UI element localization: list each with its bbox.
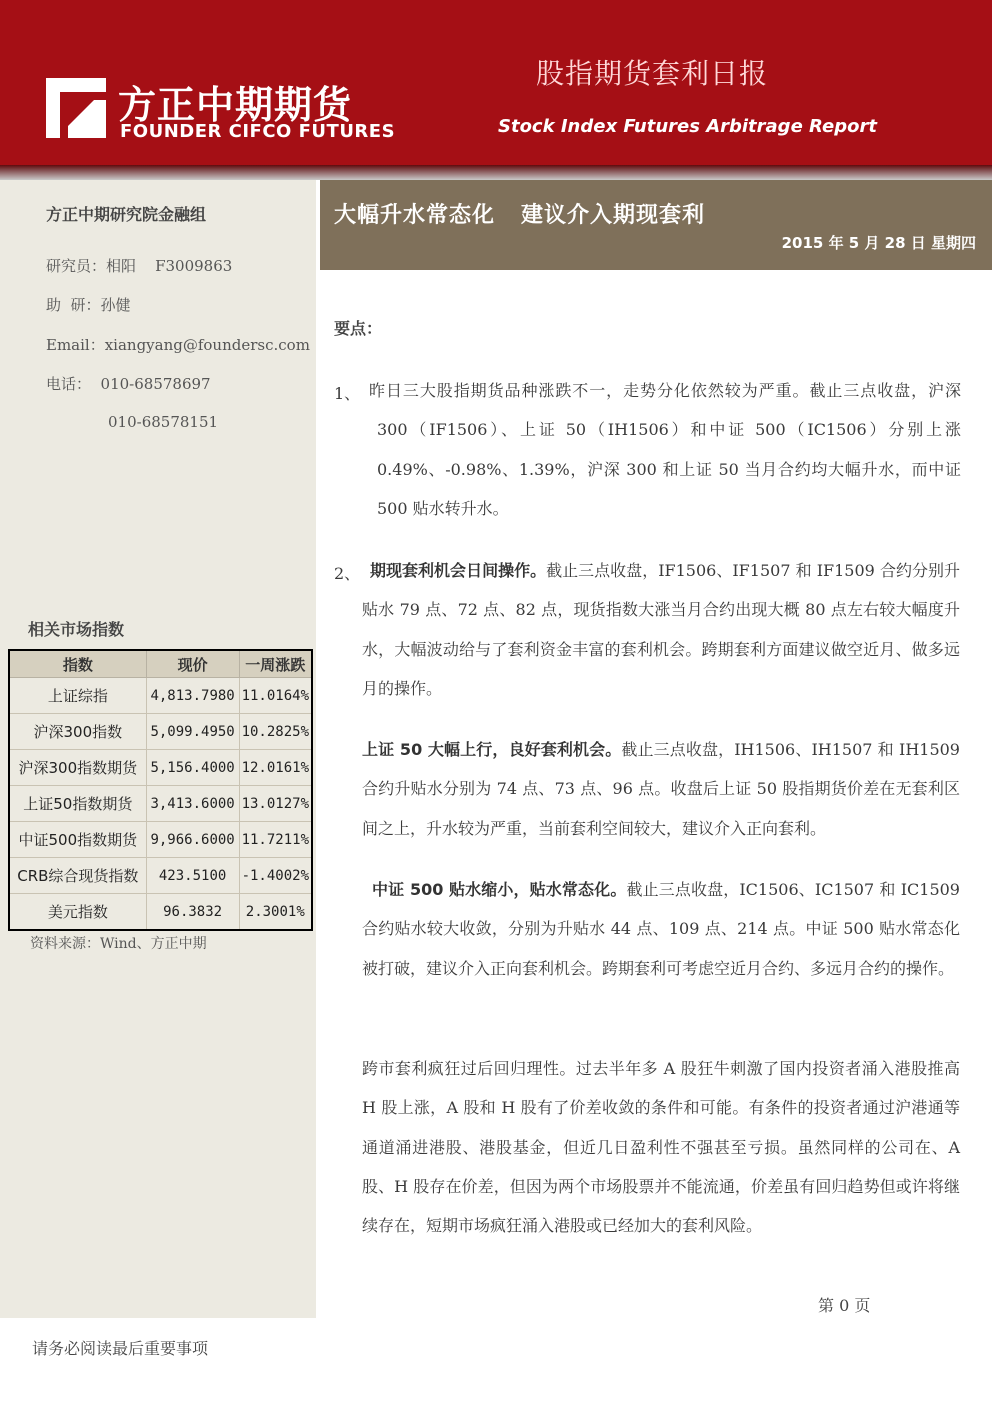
- index-change: 12.0161%: [239, 750, 312, 786]
- index-price: 4,813.7980: [146, 678, 239, 714]
- point-text-1: 昨日三大股指期货品种涨跌不一，走势分化依然较为严重。截止三点收盘，沪深 300（IF1506）、上证 50（IH1506）和中证 500（IC1506）分别上涨 0.49%、-0.98%、1.39%，沪深 300 和上证 50 当月合约均大幅升水，而中证 500 贴水转升水。: [369, 381, 961, 518]
- point-text-4: 截止三点收盘，IC1506、IC1507 和 IC1509 合约贴水较大收敛，分别为升贴水 44 点、109 点、214 点。中证 500 贴水常态化被打破，建议介入正向套利机会。跨期套利可考虑空近月合约、多远月合约的操作。: [362, 880, 960, 978]
- point-number-2: 2、: [334, 564, 361, 583]
- table-row: [9, 714, 312, 750]
- index-change: 13.0127%: [239, 786, 312, 822]
- phone-info-2: 010-68578151: [108, 413, 219, 431]
- phone-info: 电话： 010-68578697: [46, 375, 211, 393]
- table-row: [9, 822, 312, 858]
- index-change: 2.3001%: [239, 894, 312, 931]
- index-price: 3,413.6000: [146, 786, 239, 822]
- article-title: 大幅升水常态化 建议介入期现套利: [334, 203, 705, 228]
- table-row: [9, 858, 312, 894]
- assistant-info: 助 研：孙健: [46, 296, 131, 314]
- key-points-label: 要点：: [334, 319, 383, 338]
- index-name: 中证500指数期货: [9, 822, 146, 858]
- point-heading-4: 中证 500 贴水缩小，贴水常态化。: [372, 880, 627, 899]
- key-point-1: [369, 371, 961, 528]
- index-price: 96.3832: [146, 894, 239, 931]
- index-price: 5,099.4950: [146, 714, 239, 750]
- report-title-cn: 股指期货套利日报: [536, 57, 769, 90]
- index-change: 10.2825%: [239, 714, 312, 750]
- index-change: 11.7211%: [239, 822, 312, 858]
- founder-logo-icon: [46, 78, 106, 138]
- research-group: 方正中期研究院金融组: [46, 205, 207, 224]
- table-row: [9, 750, 312, 786]
- table-row: [9, 786, 312, 822]
- index-name: 上证50指数期货: [9, 786, 146, 822]
- company-name-cn: 方正中期期货: [118, 83, 353, 127]
- index-name: CRB综合现货指数: [9, 858, 146, 894]
- header-divider: [0, 165, 992, 180]
- table-row: [9, 678, 312, 714]
- key-point-5: [362, 1049, 960, 1245]
- index-price: 5,156.4000: [146, 750, 239, 786]
- report-title-en: Stock Index Futures Arbitrage Report: [498, 116, 877, 137]
- page-number: 第 0 页: [818, 1296, 871, 1315]
- table-row: [9, 894, 312, 931]
- company-name-en: FOUNDER CIFCO FUTURES: [120, 121, 396, 142]
- index-name: 沪深300指数: [9, 714, 146, 750]
- key-point-2: [362, 551, 960, 708]
- report-date: 2015 年 5 月 28 日 星期四: [781, 234, 976, 252]
- index-name: 上证综指: [9, 678, 146, 714]
- index-price: 423.5100: [146, 858, 239, 894]
- index-price: 9,966.6000: [146, 822, 239, 858]
- index-change: 11.0164%: [239, 678, 312, 714]
- col-header-index: 指数: [9, 650, 146, 678]
- point-number-1: 1、: [334, 384, 361, 403]
- researcher-info: 研究员：相阳 F3009863: [46, 257, 233, 275]
- index-change: -1.4002%: [239, 858, 312, 894]
- data-source: 资料来源：Wind、方正中期: [30, 936, 207, 952]
- market-index-title: 相关市场指数: [28, 620, 125, 639]
- email-info[interactable]: Email：xiangyang@foundersc.com: [46, 336, 310, 354]
- point-heading-3: 上证 50 大幅上行，良好套利机会。: [362, 740, 622, 759]
- key-point-3: [362, 730, 960, 848]
- market-index-table: [8, 649, 313, 931]
- key-point-4: [362, 870, 960, 988]
- index-name: 沪深300指数期货: [9, 750, 146, 786]
- point-text-5: 跨市套利疯狂过后回归理性。过去半年多 A 股狂牛刺激了国内投资者涌入港股推高 H 股上涨，A 股和 H 股有了价差收敛的条件和可能。有条件的投资者通过沪港通等通道涌进港股、港股基金，但近几日盈利性不强甚至亏损。虽然同样的公司在、A 股、H 股存在价差，但因为两个市场股票并不能流通，价差虽有回归趋势但或许将继续存在，短期市场疯狂涌入港股或已经加大的套利风险。: [362, 1059, 960, 1236]
- col-header-weekly-change: 一周涨跌: [239, 650, 312, 678]
- point-heading-2: 期现套利机会日间操作。: [370, 561, 547, 580]
- disclaimer-note: 请务必阅读最后重要事项: [32, 1339, 209, 1358]
- point-text-2: 截止三点收盘，IF1506、IF1507 和 IF1509 合约分别升贴水 79 点、72 点、82 点，现货指数大涨当月合约出现大概 80 点左右较大幅度升水，大幅波动给与了套利资金丰富的套利机会。跨期套利方面建议做空近月、做多远月的操作。: [362, 561, 960, 698]
- point-text-3: 截止三点收盘，IH1506、IH1507 和 IH1509 合约升贴水分别为 74 点、73 点、96 点。收盘后上证 50 股指期货价差在无套利区间之上，升水较为严重，当前套利空间较大，建议介入正向套利。: [362, 740, 960, 838]
- index-name: 美元指数: [9, 894, 146, 931]
- col-header-price: 现价: [146, 650, 239, 678]
